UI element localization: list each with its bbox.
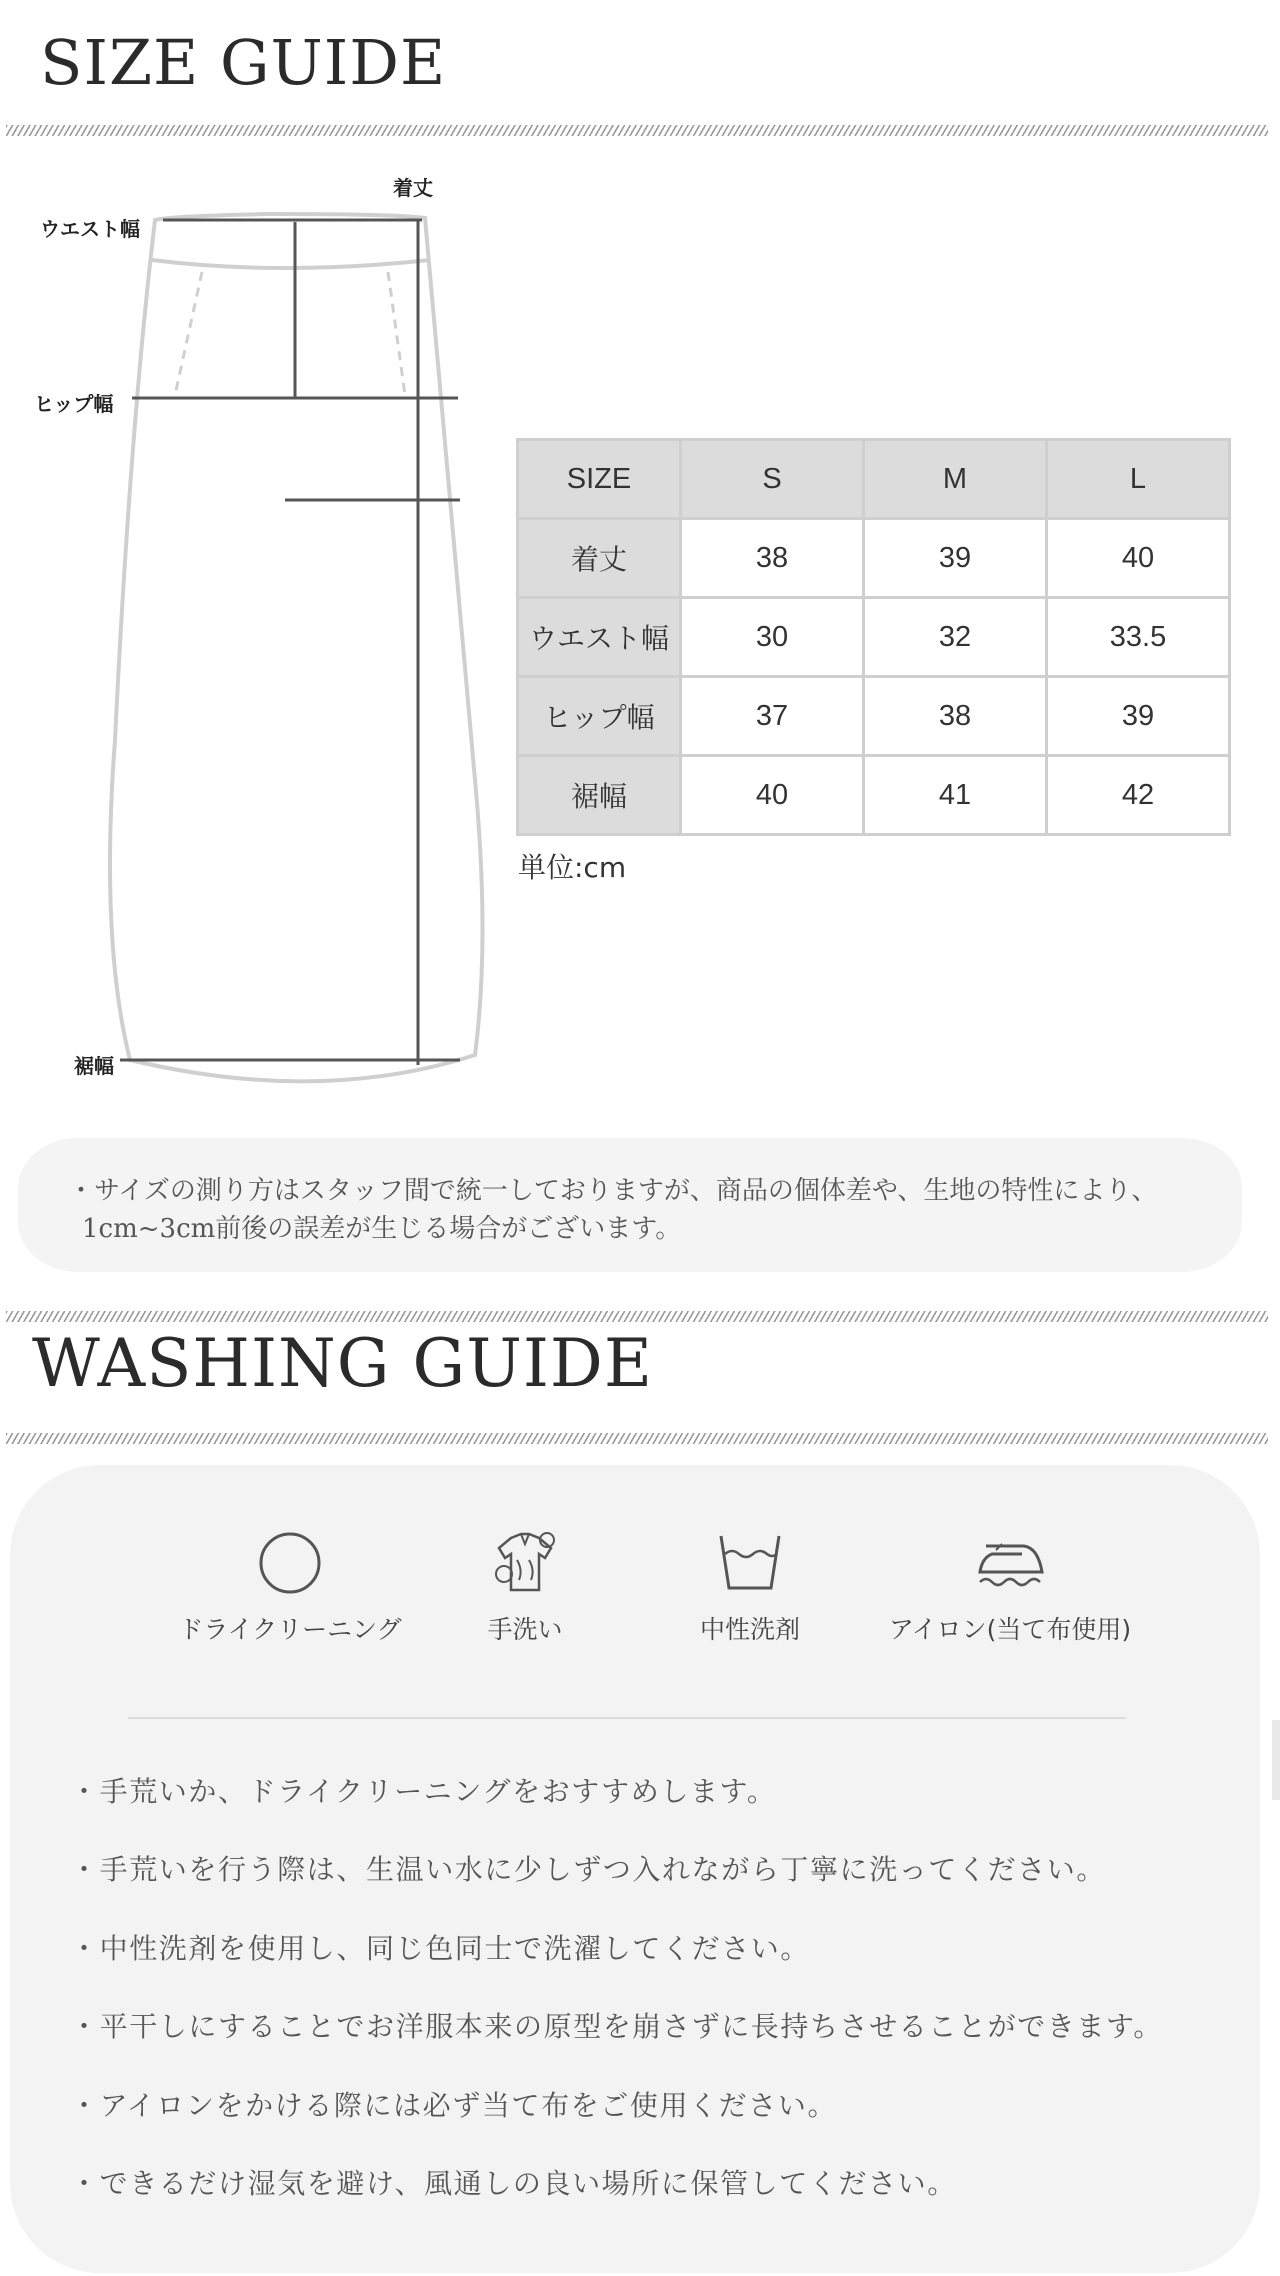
hatched-divider	[6, 1311, 1268, 1322]
wash-tub-icon	[717, 1530, 783, 1596]
row-label: 裾幅	[519, 757, 679, 833]
wash-note: ・できるだけ湿気を避け、風通しの良い場所に保管してください。	[70, 2167, 957, 2200]
table-row	[519, 599, 1228, 675]
dry-clean-circle-icon	[257, 1530, 323, 1596]
header-l: L	[1048, 441, 1228, 517]
hatched-divider	[6, 125, 1268, 136]
wash-label: ドライクリーニング	[178, 1615, 402, 1644]
wash-item-hand-wash	[420, 1530, 630, 1646]
table-row	[519, 757, 1228, 833]
washing-guide-title: WASHING GUIDE	[32, 1325, 654, 1402]
waist-label: ウエスト幅	[40, 217, 140, 241]
row-label: 着丈	[519, 520, 679, 596]
hatched-divider	[6, 1433, 1268, 1444]
row-label: ヒップ幅	[519, 678, 679, 754]
table-cell: 30	[682, 599, 862, 675]
iron-icon	[972, 1530, 1048, 1596]
skirt-outline-illustration	[20, 180, 490, 1100]
wash-note: ・中性洗剤を使用し、同じ色同士で洗濯してください。	[70, 1932, 811, 1965]
wash-item-iron	[870, 1530, 1150, 1646]
row-label: ウエスト幅	[519, 599, 679, 675]
page-edge-shadow	[1272, 1720, 1280, 1800]
size-guide-title: SIZE GUIDE	[40, 26, 447, 99]
wash-label: 中性洗剤	[699, 1615, 800, 1644]
hip-label: ヒップ幅	[34, 392, 114, 416]
wash-item-neutral-detergent	[650, 1530, 850, 1646]
wash-item-dry-clean	[160, 1530, 420, 1646]
table-cell: 33.5	[1048, 599, 1228, 675]
hand-wash-shirt-icon	[489, 1530, 561, 1596]
table-cell: 38	[682, 520, 862, 596]
table-row	[519, 520, 1228, 596]
hem-label: 裾幅	[74, 1054, 114, 1078]
size-note-line: 1cm~3cm前後の誤差が生じる場合がございます。	[82, 1214, 682, 1244]
table-row	[519, 678, 1228, 754]
wash-note: ・手荒いを行う際は、生温い水に少しずつ入れながら丁寧に洗ってください。	[70, 1853, 1107, 1886]
washing-divider	[128, 1717, 1126, 1719]
table-cell: 38	[865, 678, 1045, 754]
table-cell: 40	[1048, 520, 1228, 596]
table-cell: 37	[682, 678, 862, 754]
table-cell: 42	[1048, 757, 1228, 833]
table-header-row	[519, 441, 1228, 517]
size-note-box	[18, 1138, 1242, 1272]
unit-label: 単位:cm	[518, 851, 627, 884]
table-cell: 39	[865, 520, 1045, 596]
header-m: M	[865, 441, 1045, 517]
wash-label: アイロン(当て布使用)	[888, 1615, 1132, 1644]
header-s: S	[682, 441, 862, 517]
length-label: 着丈	[393, 176, 433, 200]
table-cell: 39	[1048, 678, 1228, 754]
skirt-diagram	[20, 176, 490, 1100]
table-cell: 41	[865, 757, 1045, 833]
table-cell: 40	[682, 757, 862, 833]
wash-note: ・アイロンをかける際には必ず当て布をご使用ください。	[70, 2089, 838, 2122]
size-table	[516, 438, 1231, 836]
table-cell: 32	[865, 599, 1045, 675]
size-note-line: ・サイズの測り方はスタッフ間で統一しておりますが、商品の個体差や、生地の特性により、	[68, 1176, 1158, 1206]
wash-note: ・手荒いか、ドライクリーニングをおすすめします。	[70, 1775, 777, 1808]
wash-note: ・平干しにすることでお洋服本来の原型を崩さずに長持ちさせることができます。	[70, 2010, 1163, 2043]
wash-label: 手洗い	[487, 1615, 563, 1644]
header-size: SIZE	[519, 441, 679, 517]
